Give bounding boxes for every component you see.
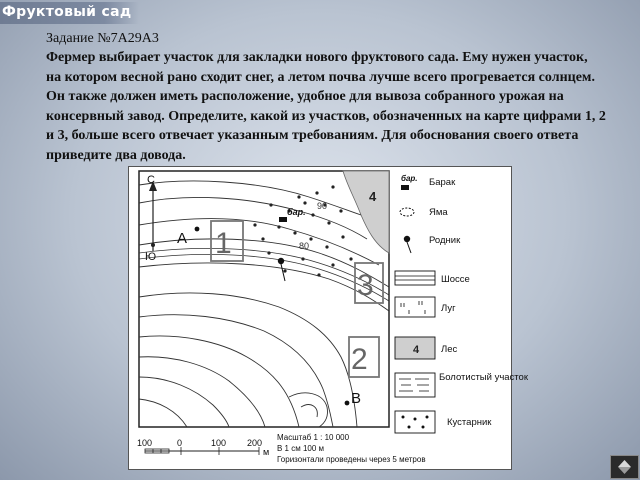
legend-swamp-label: Болотистый участок (439, 372, 528, 383)
legend-forest-label: Лес (441, 344, 458, 355)
spring-marker (278, 258, 284, 264)
contour-label-90: 90 (317, 201, 328, 211)
legend-highway-icon (395, 271, 435, 285)
scale-line-2: В 1 см 100 м (277, 444, 325, 453)
scale-number-100: 100 (211, 438, 227, 448)
slide-navigation-button[interactable] (610, 455, 639, 479)
legend-meadow-label: Луг (441, 303, 456, 314)
legend-swamp-icon (395, 373, 435, 397)
forest-mark: 4 (369, 189, 377, 204)
topographic-map (128, 166, 528, 470)
site-2-label: 2 (351, 343, 368, 376)
slide-title: Фруктовый сад (0, 2, 139, 24)
point-b-marker (345, 401, 350, 406)
legend-shrubs-icon (395, 411, 435, 433)
legend-spring-stream (407, 242, 411, 253)
legend (395, 174, 529, 433)
barn-label: бар. (287, 207, 306, 217)
compass-north-label: С (147, 174, 155, 186)
legend-meadow-icon (395, 297, 435, 317)
legend-pit-icon (400, 208, 414, 216)
legend-barn-icon (401, 185, 409, 190)
scale-number-0: 0 (177, 438, 183, 448)
legend-spring-label: Родник (429, 235, 461, 246)
navigation-arrows-icon (611, 456, 638, 478)
legend-forest-mark: 4 (413, 344, 420, 356)
site-1-label: 1 (215, 227, 232, 260)
scale-line-1: Масштаб 1 : 10 000 (277, 433, 350, 442)
scale-unit: м (263, 447, 270, 457)
compass-south-label: Ю (145, 251, 157, 263)
scale-bar (145, 447, 259, 455)
point-a-label: А (177, 230, 188, 247)
barn-marker (279, 217, 287, 222)
legend-spring-icon (404, 236, 410, 242)
point-a-marker (195, 227, 200, 232)
task-text: Фермер выбирает участок для закладки нового фруктового сада. Ему нужен участок, на котором весной рано сходит снег, а летом почва лучше всего прогревается солнцем. Он также должен иметь расположение, удобное для вывоза собранного урожая на консервный завод. Определите, какой из участков, обозначенных на карте цифрами 1, 2 и 3, больше всего отвечает указанным требованиям. Для обоснования своего ответа приведите два довода. (46, 50, 606, 163)
legend-pit-label: Яма (429, 207, 448, 218)
scale-number-100-left: 100 (137, 438, 153, 448)
contour-label-80: 80 (299, 241, 310, 251)
legend-shrubs-label: Кустарник (447, 417, 492, 428)
site-3-label: 3 (357, 269, 374, 302)
legend-highway-label: Шоссе (441, 274, 470, 285)
point-b-label: В (351, 390, 362, 407)
task-number: Задание №7А29А3 (46, 31, 159, 46)
map-drawing (129, 167, 528, 469)
legend-barn-symbol: бар. (401, 174, 418, 183)
scale-number-200: 200 (247, 438, 263, 448)
scale-line-3: Горизонтали проведены через 5 метров (277, 455, 426, 464)
legend-barn-label: Барак (429, 177, 456, 188)
